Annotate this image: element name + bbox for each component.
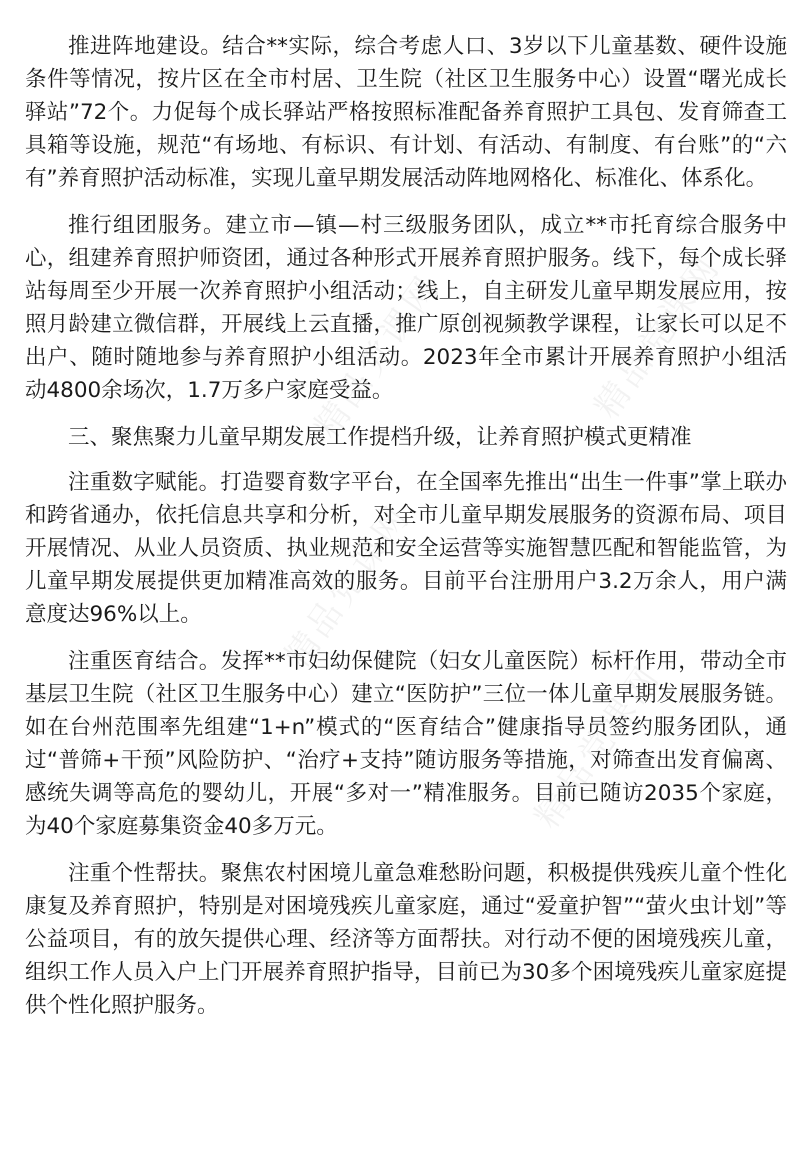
paragraph-site-construction: 推进阵地建设。结合**实际，综合考虑人口、3岁以下儿童基数、硬件设施条件等情况，按片区在全市村居、卫生院（社区卫生服务中心）设置“曙光成长驿站”72个。力促每个成长驿站严格按照标准配备养育照护工具包、发育筛查工具箱等设施，规范“有场地、有标识、有计划、有活动、有制度、有台账”的“六有”养育照护活动标准，实现儿童早期发展活动阵地网格化、标准化、体系化。 bbox=[25, 34, 787, 191]
watermark: 精品党课网 bbox=[276, 497, 419, 676]
watermark: 精品党课网 bbox=[586, 247, 729, 426]
paragraph-individual-support: 注重个性帮扶。聚焦农村困境儿童急难愁盼问题，积极提供残疾儿童个性化康复及养育照护，特别是对困境残疾儿童家庭，通过“爱童护智”“萤火虫计划”等公益项目，有的放矢提供心理、经济等方面帮扶。对行动不便的困境残疾儿童，组织工作人员入户上门开展养育照护指导，目前已为30多个困境残疾儿童家庭提供个性化照护服务。 bbox=[25, 861, 787, 1018]
document-page bbox=[25, 30, 787, 1036]
paragraph-digital-empowerment: 注重数字赋能。打造婴育数字平台，在全国率先推出“出生一件事”掌上联办和跨省通办，依托信息共享和分析，对全市儿童早期发展服务的资源布局、项目开展情况、从业人员资质、执业规范和安全运营等实施智慧匹配和智能监管，为儿童早期发展提供更加精准高效的服务。目前平台注册用户3.2万余人，用户满意度达96%以上。 bbox=[25, 470, 787, 627]
watermark: 精品党课网 bbox=[306, 267, 449, 446]
paragraph-medical-integration: 注重医育结合。发挥**市妇幼保健院（妇女儿童医院）标杆作用，带动全市基层卫生院（社区卫生服务中心）建立“医防护”三位一体儿童早期发展服务链。如在台州范围率先组建“1+n”模式的“医育结合”健康指导员签约服务团队，通过“普筛+干预”风险防护、“治疗+支持”随访服务等措施，对筛查出发育偏离、感统失调等高危的婴幼儿，开展“多对一”精准服务。目前已随访2035个家庭，为40个家庭募集资金40多万元。 bbox=[25, 649, 787, 839]
section-heading: 三、聚焦聚力儿童早期发展工作提档升级，让养育照护模式更精准 bbox=[68, 425, 692, 450]
watermark: 精品党课网 bbox=[526, 657, 669, 836]
paragraph-group-service: 推行组团服务。建立市—镇—村三级服务团队，成立**市托育综合服务中心，组建养育照护师资团，通过各种形式开展养育照护服务。线下，每个成长驿站每周至少开展一次养育照护小组活动；线上，自主研发儿童早期发展应用，按照月龄建立微信群，开展线上云直播，推广原创视频教学课程，让家长可以足不出户、随时随地参与养育照护小组活动。2023年全市累计开展养育照护小组活动4800余场次，1.7万多户家庭受益。 bbox=[25, 213, 787, 403]
